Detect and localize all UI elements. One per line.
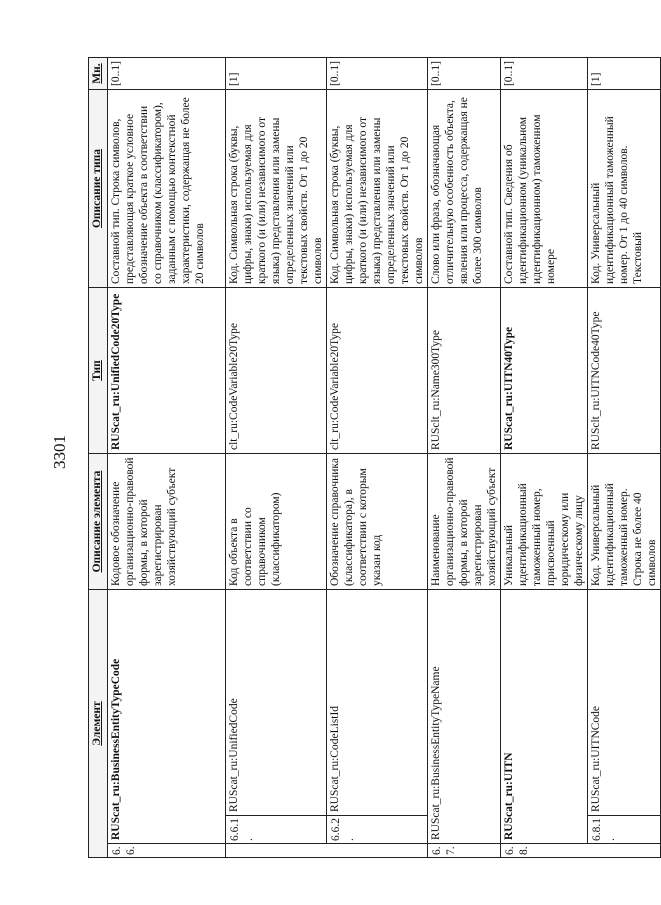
- element-name: RUScat_ru:UnifiedCode: [226, 590, 327, 816]
- table-row: [428, 58, 501, 858]
- table-row: [501, 58, 588, 858]
- element-type: clt_ru:CodeVariable20Type: [226, 288, 327, 454]
- element-description: Кодовое обозначение организационно-правовой формы, в которой зарегистрирован хозяйствующий субъект: [108, 454, 226, 590]
- element-name: RUScat_ru:BusinessEntityTypeName: [428, 590, 501, 844]
- row-number: 6.8.: [501, 844, 588, 858]
- type-description: Слово или фраза, обозначающая отличительную особенность объекта, явления или процесса, содержащая не более 300 символов: [428, 90, 501, 288]
- row-number: 6.6.2.: [327, 816, 428, 844]
- indent-cell: [327, 844, 428, 858]
- multiplicity: [1]: [588, 58, 661, 90]
- type-description: Код. Символьная строка (буквы, цифры, знаки) используемая для краткого (и (или) независимого от языка) представления или замены определенных значений или текстовых свойств. От 1 до 20 символов: [226, 90, 327, 288]
- element-description: Код объекта в соответствии со справочником (классификатором): [226, 454, 327, 590]
- multiplicity: [1]: [226, 58, 327, 90]
- rotated-table-container: [88, 58, 658, 858]
- page-number: 3301: [50, 435, 69, 469]
- header-element: Элемент: [89, 590, 108, 858]
- element-description: Код. Универсальный идентификационный таможенный номер. Строка не более 40 символов: [588, 454, 661, 590]
- indent-cell: [588, 844, 661, 858]
- element-type: RUScat_ru:UITN40Type: [501, 288, 588, 454]
- table-row: [108, 58, 226, 858]
- element-name: RUScat_ru:UITNCode: [588, 590, 661, 816]
- type-description: Код. Символьная строка (буквы, цифры, знаки) используемая для краткого (и (или) независимого от языка) представления или замены определенных значений или текстовых свойств. От 1 до 20 символов: [327, 90, 428, 288]
- indent-cell: [226, 844, 327, 858]
- table-header-row: [89, 58, 108, 858]
- element-type: RUSclt_ru:UITNCode40Type: [588, 288, 661, 454]
- type-description: Код. Универсальный идентификационный таможенный номер. От 1 до 40 символов. Текстовый: [588, 90, 661, 288]
- element-name: RUScat_ru:CodeListId: [327, 590, 428, 816]
- element-type: RUSclt_ru:Name300Type: [428, 288, 501, 454]
- header-type-description: Описание типа: [89, 90, 108, 288]
- header-description: Описание элемента: [89, 454, 108, 590]
- header-type: Тип: [89, 288, 108, 454]
- element-name: RUScat_ru:UITN: [501, 590, 588, 844]
- table-row: [226, 58, 327, 858]
- specification-table: [88, 57, 661, 858]
- row-number: 6.7.: [428, 844, 501, 858]
- multiplicity: [0..1]: [108, 58, 226, 90]
- type-description: Составной тип. Сведения об идентификационном (уникальном идентификационном) таможенном номере: [501, 90, 588, 288]
- table-row: [327, 58, 428, 858]
- multiplicity: [0..1]: [327, 58, 428, 90]
- row-number: 6.8.1.: [588, 816, 661, 844]
- row-number: 6.6.: [108, 844, 226, 858]
- header-multiplicity: Мн.: [89, 58, 108, 90]
- element-description: Обозначение справочника (классификатора), в соответствии с которым указан код: [327, 454, 428, 590]
- element-type: RUScat_ru:UnifiedCode20Type: [108, 288, 226, 454]
- multiplicity: [0..1]: [501, 58, 588, 90]
- element-description: Наименование организационно-правовой формы, в которой зарегистрирован хозяйствующий субъект: [428, 454, 501, 590]
- element-name: RUScat_ru:BusinessEntityTypeCode: [108, 590, 226, 844]
- element-type: clt_ru:CodeVariable20Type: [327, 288, 428, 454]
- row-number: 6.6.1.: [226, 816, 327, 844]
- table-row: [588, 58, 661, 858]
- element-description: Уникальный идентификационный таможенный номер, присвоенный юридическому или физическому лицу: [501, 454, 588, 590]
- type-description: Составной тип. Строка символов, представляющая краткое условное обозначение объекта в соответствии со справочником (классификатором), заданным с помощью контекстной характеристики, содержащая не более 20 символов: [108, 90, 226, 288]
- multiplicity: [0..1]: [428, 58, 501, 90]
